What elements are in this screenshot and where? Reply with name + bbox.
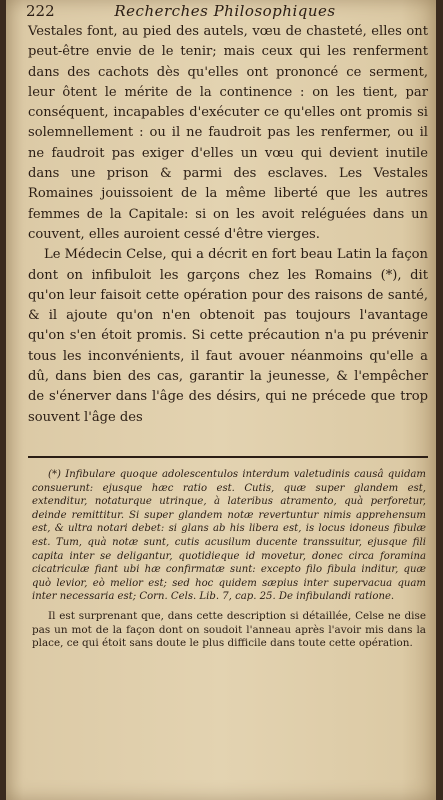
- page-number: 222: [26, 2, 55, 20]
- footnote-comment: Il est surprenant que, dans cette description si détaillée, Celse ne dise pas un mot de la façon dont on soudoit l'anneau après l'avoir mis dans la place, ce qui étoit sans doute le plus difficile dans toute cette opération.: [32, 609, 426, 650]
- footnote: [32, 468, 426, 651]
- footnote-latin-quote: (*) Infibulare quoque adolescentulos interdum valetudinis causâ quidam consuerunt: ejusque hæc ratio est. Cutis, quæ super glandem est, extenditur, notaturque utrinque, à lateribus atramento, quà perforetur, deinde remittitur. Si super glandem notæ revertuntur nimis apprehensum est, & ultra notari debet: si glans ab his libera est, is locus idoneus fibulæ est. Tum, quà notæ sunt, cutis acusilum ducente transsuitur, ejusque fili capita inter se deligantur, quotidieque id movetur, donec circa foramina cicatriculæ fiant ubi hæ confirmatæ sunt: excepto filo fibula inditur, quæ quò levior, eò melior est; sed hoc quidem sæpius inter supervacua quam inter necessaria est; Corn. Cels. Lib. 7, cap. 25. De infibulandi ratione.: [32, 469, 426, 603]
- running-title: Recherches Philosophiques: [114, 2, 336, 20]
- main-text: [28, 22, 428, 428]
- footnote-divider: [28, 456, 428, 458]
- paragraph-celse: Le Médecin Celse, qui a décrit en fort beau Latin la façon dont on infibuloit les garçons chez les Romains (*), dit qu'on leur faisoit cette opération pour des raisons de santé, & il ajoute qu'on n'en obtenoit pas toujours l'avantage qu'on s'en étoit promis. Si cette précaution n'a pu prévenir tous les inconvénients, il faut avouer néanmoins qu'elle a dû, dans bien des cas, garantir la jeunesse, & l'empêcher de s'énerver dans l'âge des désirs, qui ne précede que trop souvent l'âge des: [28, 247, 428, 425]
- page-header: [26, 2, 424, 22]
- paragraph-vestales: Vestales font, au pied des autels, vœu de chasteté, elles ont peut-être envie de le tenir; mais ceux qui les renferment dans des cachots dès qu'elles ont prononcé ce serment, leur ôtent le mérite de la continence : on les tient, par conséquent, incapables d'exécuter ce qu'elles ont promis si solemnellement : ou il ne faudroit pas les renfermer, ou il ne faudroit pas exiger d'elles un vœu qui devient inutile dans une prison & parmi des esclaves. Les Vestales Romaines jouissoient de la même liberté que les autres femmes de la Capitale: si on les avoit reléguées dans un couvent, elles auroient cessé d'être vierges.: [28, 24, 428, 242]
- book-page: [6, 0, 436, 800]
